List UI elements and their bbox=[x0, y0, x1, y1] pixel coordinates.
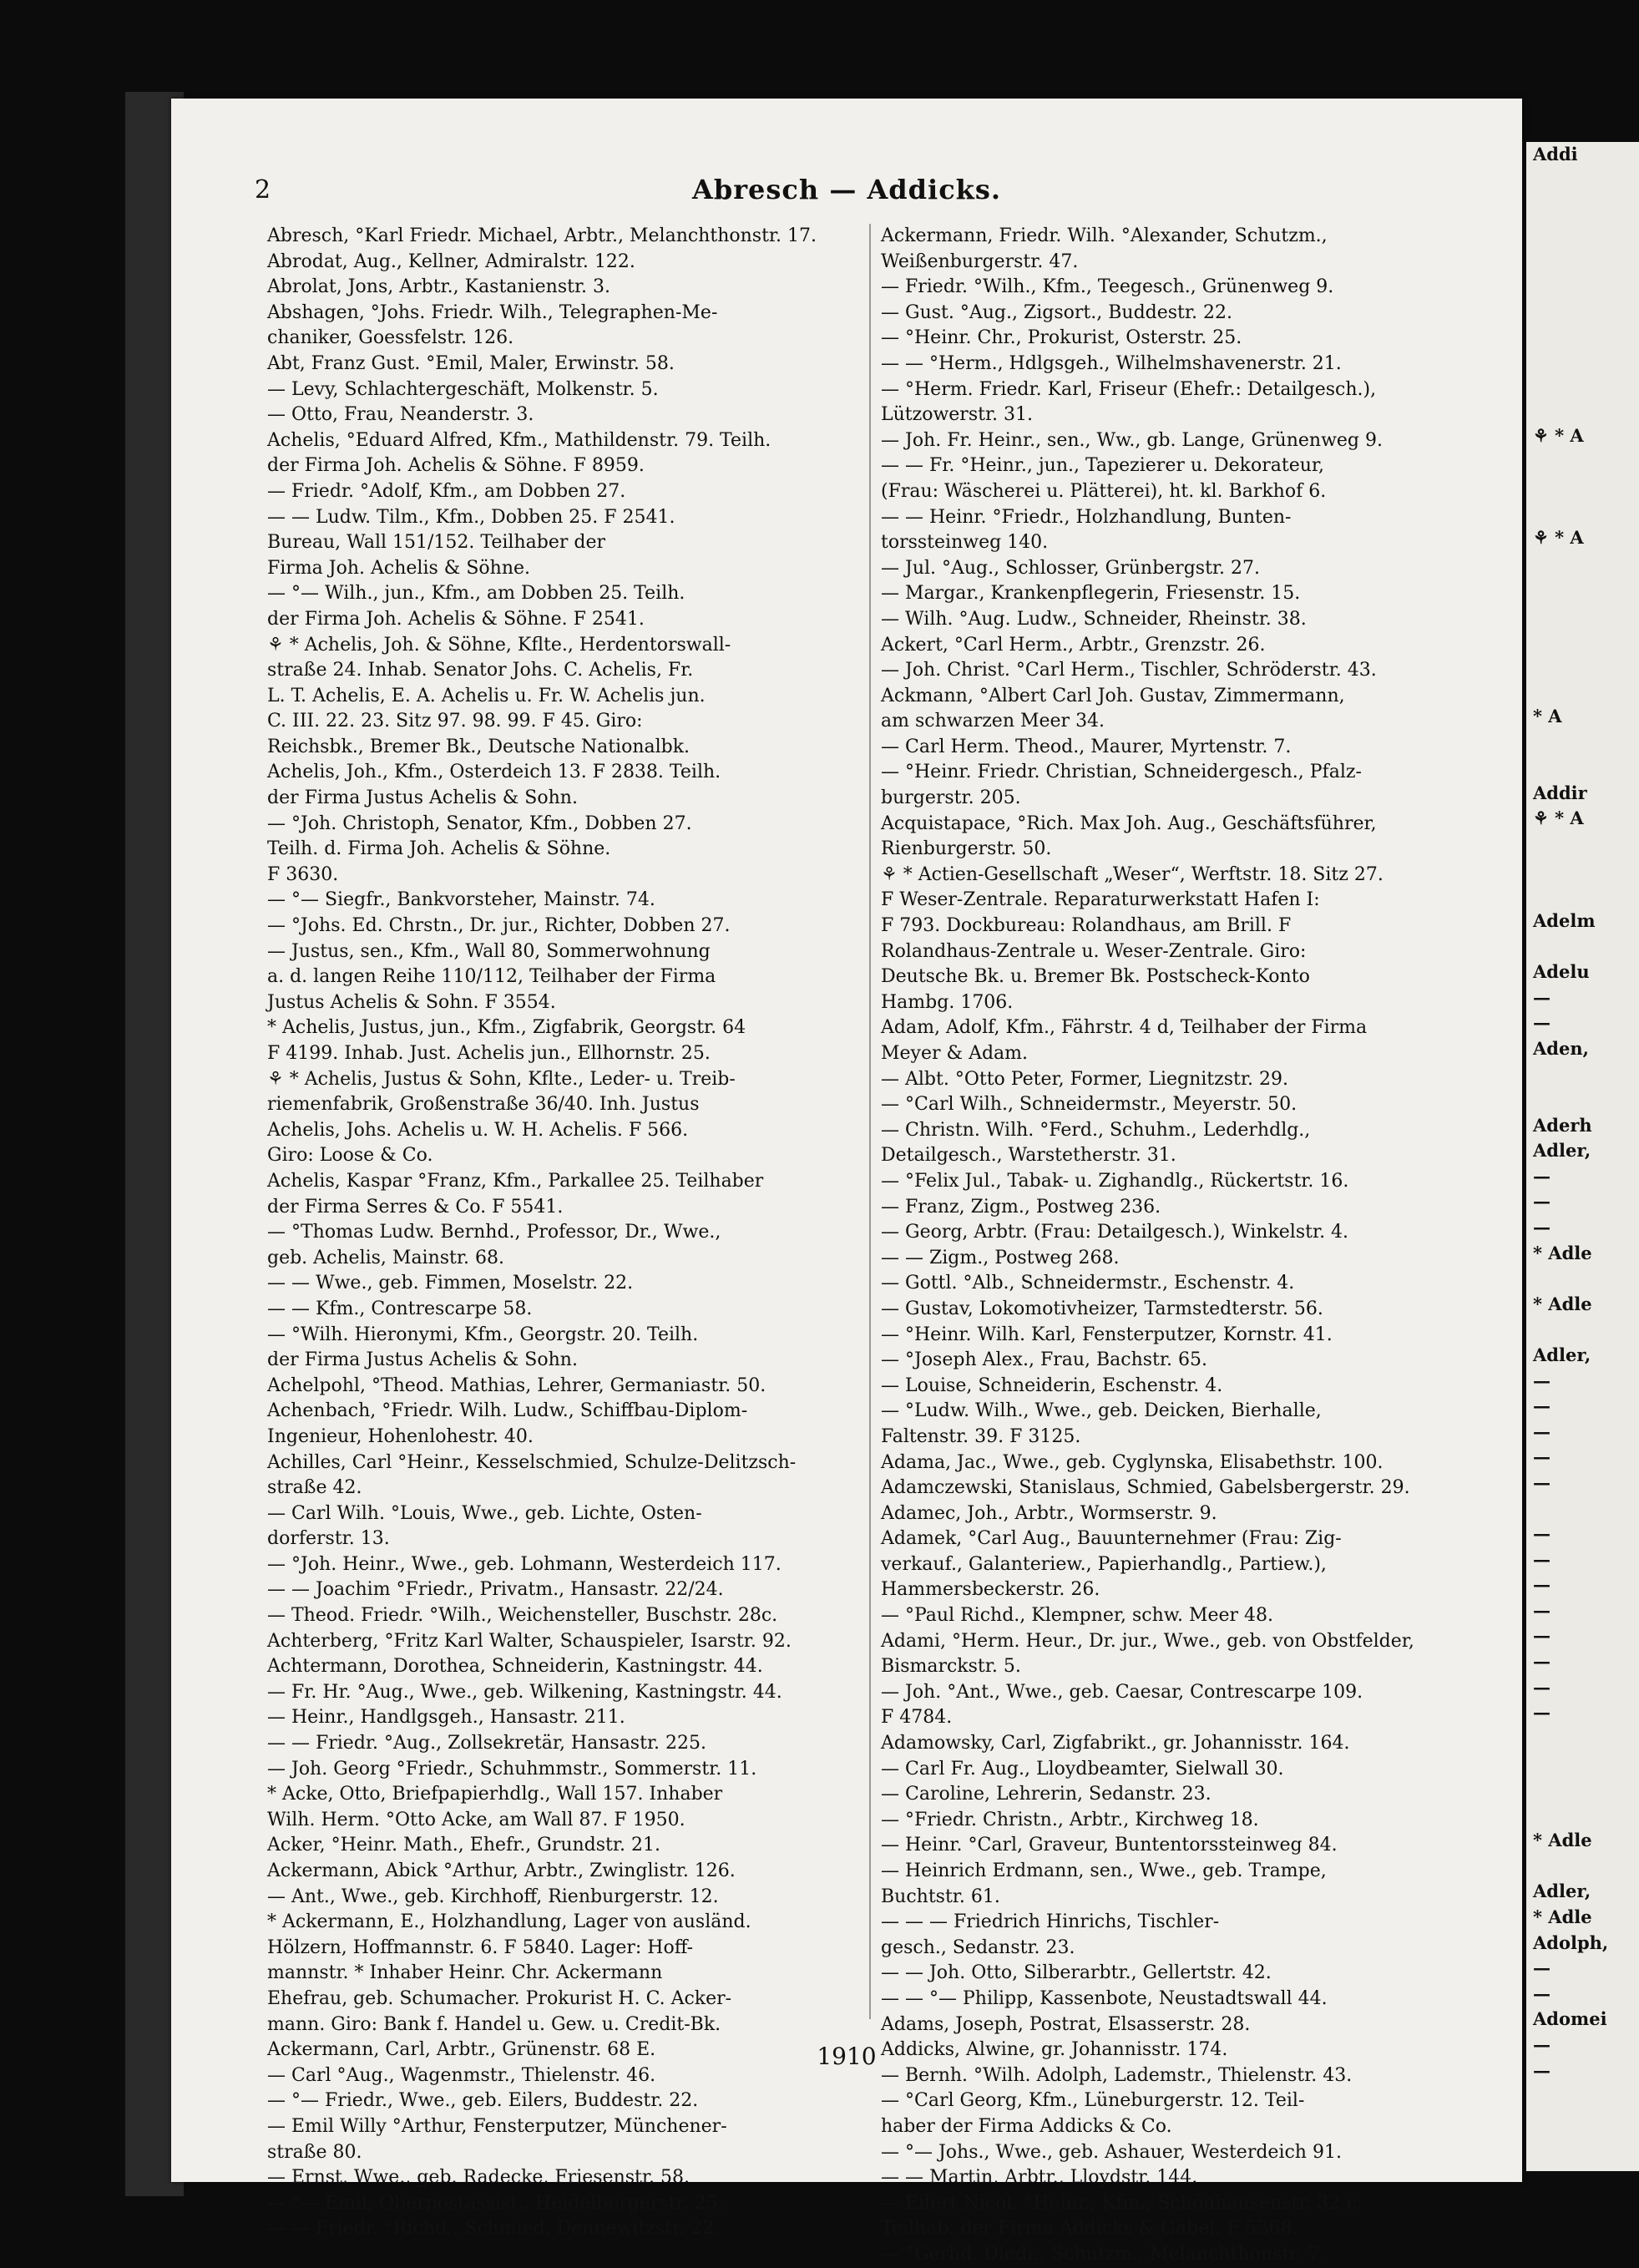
directory-line: — — Friedr. °Aug., Zollsekretär, Hansastr. 225. bbox=[267, 1733, 707, 1754]
adjacent-page-line: Adomei bbox=[1533, 2008, 1607, 2030]
directory-line: ⚘ * Achelis, Justus & Sohn, Kflte., Leder- u. Treib- bbox=[267, 1068, 736, 1090]
directory-line: — Heinrich Erdmann, sen., Wwe., geb. Trampe, bbox=[881, 1860, 1327, 1881]
directory-line: Achenbach, °Friedr. Wilh. Ludw., Schiffbau-Diplom- bbox=[267, 1400, 748, 1422]
directory-line: Addicks, Alwine, gr. Johannisstr. 174. bbox=[881, 2039, 1228, 2061]
directory-line: — °— Friedr., Wwe., geb. Eilers, Buddestr. 22. bbox=[267, 2090, 699, 2112]
directory-line: riemenfabrik, Großenstraße 36/40. Inh. Justus bbox=[267, 1094, 700, 1116]
directory-line: Ingenieur, Hohenlohestr. 40. bbox=[267, 1425, 534, 1447]
directory-line: — Franz, Zigm., Postweg 236. bbox=[881, 1196, 1161, 1218]
directory-line: der Firma Joh. Achelis & Söhne. F 2541. bbox=[267, 608, 645, 630]
directory-line: — °Heinr. Friedr. Christian, Schneidergesch., Pfalz- bbox=[881, 762, 1362, 783]
directory-line: — — Joh. Otto, Silberarbtr., Gellertstr. 42. bbox=[881, 1962, 1272, 1984]
adjacent-page-line: Aderh bbox=[1533, 1114, 1592, 1136]
directory-line: — Carl Fr. Aug., Lloydbeamter, Sielwall 30. bbox=[881, 1758, 1284, 1779]
directory-line: Teilhab. der Firma Addicks & Gäbel. F 5368. bbox=[881, 2218, 1298, 2240]
directory-line: — °Ludw. Wilh., Wwe., geb. Deicken, Bierhalle, bbox=[881, 1400, 1322, 1422]
directory-line: — — Wwe., geb. Fimmen, Moselstr. 22. bbox=[267, 1273, 634, 1294]
directory-line: L. T. Achelis, E. A. Achelis u. Fr. W. Achelis jun. bbox=[267, 685, 706, 706]
directory-line: — Theod. Friedr. °Wilh., Weichensteller, Buschstr. 28c. bbox=[267, 1605, 778, 1627]
directory-line: Ackermann, Friedr. Wilh. °Alexander, Schutzm., bbox=[881, 225, 1328, 246]
adjacent-page-line bbox=[1526, 448, 1639, 474]
directory-line: Justus Achelis & Sohn. F 3554. bbox=[267, 991, 556, 1013]
directory-line: — Joh. °Ant., Wwe., geb. Caesar, Contrescarpe 109. bbox=[881, 1681, 1363, 1703]
directory-line: Rolandhaus-Zentrale u. Weser-Zentrale. Giro: bbox=[881, 940, 1307, 962]
directory-line: Achtermann, Dorothea, Schneiderin, Kastningstr. 44. bbox=[267, 1656, 763, 1678]
directory-line: — °Friedr. Christn., Arbtr., Kirchweg 18. bbox=[881, 1809, 1259, 1830]
directory-line: — Gottl. °Alb., Schneidermstr., Eschenstr. 4. bbox=[881, 1273, 1295, 1294]
directory-line: — °Gerhd. Diedr., Schutzm., Melanchthonstr. 7. bbox=[881, 2243, 1326, 2265]
adjacent-page-line bbox=[1526, 602, 1639, 628]
directory-line: verkauf., Galanteriew., Papierhandlg., Partiew.), bbox=[881, 1553, 1327, 1575]
directory-line: * Ackermann, E., Holzhandlung, Lager von ausländ. bbox=[267, 1911, 751, 1933]
directory-line: straße 80. bbox=[267, 2141, 362, 2163]
directory-line: — — Kfm., Contrescarpe 58. bbox=[267, 1298, 533, 1319]
directory-line: Deutsche Bk. u. Bremer Bk. Postscheck-Konto bbox=[881, 966, 1310, 988]
directory-line: F 3630. bbox=[267, 863, 339, 885]
directory-line: — Levy, Schlachtergeschäft, Molkenstr. 5. bbox=[267, 378, 659, 400]
adjacent-page-line bbox=[1526, 551, 1639, 577]
adjacent-page-line: — bbox=[1533, 1369, 1550, 1391]
directory-line: — Christn. Wilh. °Ferd., Schuhm., Lederhdlg., bbox=[881, 1119, 1311, 1141]
adjacent-page-line bbox=[1526, 1087, 1639, 1113]
page-number: 2 bbox=[255, 175, 271, 205]
directory-line: Hammersbeckerstr. 26. bbox=[881, 1579, 1100, 1601]
directory-line: — °Joh. Heinr., Wwe., geb. Lohmann, Westerdeich 117. bbox=[267, 1553, 782, 1575]
directory-line: C. III. 22. 23. Sitz 97. 98. 99. F 45. Giro: bbox=[267, 711, 643, 732]
directory-line: — °— Johs., Wwe., geb. Ashauer, Westerdeich 91. bbox=[881, 2141, 1342, 2163]
directory-line: Abrodat, Aug., Kellner, Admiralstr. 122. bbox=[267, 251, 635, 272]
directory-line: — Jul. °Aug., Schlosser, Grünbergstr. 27. bbox=[881, 557, 1260, 579]
directory-line: Acker, °Heinr. Math., Ehefr., Grundstr. 21. bbox=[267, 1835, 660, 1856]
directory-line: Weißenburgerstr. 47. bbox=[881, 251, 1079, 272]
adjacent-page-line bbox=[1526, 1726, 1639, 1752]
directory-line: der Firma Justus Achelis & Sohn. bbox=[267, 787, 578, 809]
directory-line: — Caroline, Lehrerin, Sedanstr. 23. bbox=[881, 1784, 1212, 1805]
adjacent-page-line: — bbox=[1533, 2033, 1550, 2055]
adjacent-page-line: — bbox=[1533, 1676, 1550, 1698]
adjacent-page-line bbox=[1526, 934, 1639, 959]
adjacent-page-line: — bbox=[1533, 1471, 1550, 1493]
directory-line: — Emil Willy °Arthur, Fensterputzer, Münchener- bbox=[267, 2115, 727, 2137]
directory-line: Adam, Adolf, Kfm., Fährstr. 4 d, Teilhaber der Firma bbox=[881, 1017, 1368, 1039]
directory-line: — Otto, Frau, Neanderstr. 3. bbox=[267, 404, 534, 426]
directory-line: Reichsbk., Bremer Bk., Deutsche Nationalbk. bbox=[267, 736, 691, 757]
directory-line: — Bernh. °Wilh. Adolph, Lademstr., Thielenstr. 43. bbox=[881, 2064, 1353, 2086]
directory-line: burgerstr. 205. bbox=[881, 787, 1021, 809]
directory-line: Wilh. Herm. °Otto Acke, am Wall 87. F 1950. bbox=[267, 1809, 685, 1830]
directory-line: straße 24. Inhab. Senator Johs. C. Achelis, Fr. bbox=[267, 660, 694, 681]
directory-line: dorferstr. 13. bbox=[267, 1528, 390, 1550]
left-column bbox=[267, 224, 868, 2242]
directory-line: — — °Herm., Hdlgsgeh., Wilhelmshavenerstr. 21. bbox=[881, 352, 1342, 374]
directory-line: torssteinweg 140. bbox=[881, 532, 1049, 554]
directory-line: — — °— Philipp, Kassenbote, Neustadtswall 44. bbox=[881, 1987, 1328, 2009]
adjacent-page-line: ⚘ * A bbox=[1533, 526, 1584, 548]
directory-line: — °Carl Wilh., Schneidermstr., Meyerstr. 50. bbox=[881, 1094, 1298, 1116]
directory-line: — — Joachim °Friedr., Privatm., Hansastr. 22/24. bbox=[267, 1579, 724, 1601]
directory-line: Ackermann, Abick °Arthur, Arbtr., Zwinglistr. 126. bbox=[267, 1860, 736, 1881]
directory-line: Hambg. 1706. bbox=[881, 991, 1014, 1013]
directory-line: (Frau: Wäscherei u. Plätterei), ht. kl. Barkhof 6. bbox=[881, 480, 1327, 502]
directory-line: — Friedr. °Adolf, Kfm., am Dobben 27. bbox=[267, 480, 626, 502]
directory-line: — °Heinr. Chr., Prokurist, Osterstr. 25. bbox=[881, 327, 1242, 349]
adjacent-page-line: — bbox=[1533, 1651, 1550, 1673]
adjacent-page-line: — bbox=[1533, 1446, 1550, 1468]
directory-line: Achelis, Kaspar °Franz, Kfm., Parkallee 25. Teilhaber bbox=[267, 1170, 764, 1192]
directory-line: — — — Friedrich Hinrichs, Tischler- bbox=[881, 1911, 1220, 1933]
directory-line: — °Joh. Christoph, Senator, Kfm., Dobben 27. bbox=[267, 813, 692, 834]
directory-line: — °Carl Georg, Kfm., Lüneburgerstr. 12. Teil- bbox=[881, 2090, 1305, 2112]
adjacent-page-line bbox=[1526, 347, 1639, 372]
directory-line: — °Wilh. Hieronymi, Kfm., Georgstr. 20. Teilh. bbox=[267, 1324, 699, 1345]
adjacent-page-line bbox=[1526, 474, 1639, 500]
directory-line: F 4199. Inhab. Just. Achelis jun., Ellhornstr. 25. bbox=[267, 1043, 711, 1064]
directory-line: — Joh. Georg °Friedr., Schuhmmstr., Sommerstr. 11. bbox=[267, 1758, 757, 1779]
running-head: Abresch — Addicks. bbox=[691, 174, 1001, 205]
adjacent-page-line bbox=[1526, 1061, 1639, 1087]
directory-line: — Carl Wilh. °Louis, Wwe., geb. Lichte, Osten- bbox=[267, 1502, 702, 1524]
directory-line: Achelpohl, °Theod. Mathias, Lehrer, Germaniastr. 50. bbox=[267, 1374, 766, 1396]
adjacent-page-line: — bbox=[1533, 1216, 1550, 1238]
directory-line: chaniker, Goessfelstr. 126. bbox=[267, 327, 514, 349]
adjacent-page-line: * Adle bbox=[1533, 1906, 1592, 1927]
directory-line: — Ant., Wwe., geb. Kirchhoff, Rienburgerstr. 12. bbox=[267, 1886, 719, 1907]
directory-line: ⚘ * Actien-Gesellschaft „Weser“, Werftstr. 18. Sitz 27. bbox=[881, 863, 1384, 885]
directory-line: Teilh. d. Firma Joh. Achelis & Söhne. bbox=[267, 838, 611, 860]
directory-line: — °Paul Richd., Klempner, schw. Meer 48. bbox=[881, 1605, 1274, 1627]
directory-line: Adamek, °Carl Aug., Bauunternehmer (Frau: Zig- bbox=[881, 1528, 1342, 1550]
adjacent-page-line bbox=[1526, 1777, 1639, 1803]
directory-line: — Carl °Aug., Wagenmstr., Thielenstr. 46. bbox=[267, 2064, 656, 2086]
directory-line: der Firma Serres & Co. F 5541. bbox=[267, 1196, 564, 1218]
adjacent-page-line: Adler, bbox=[1533, 1140, 1591, 1162]
directory-line: Abresch, °Karl Friedr. Michael, Arbtr., Melanchthonstr. 17. bbox=[267, 225, 817, 246]
directory-line: geb. Achelis, Mainstr. 68. bbox=[267, 1247, 504, 1268]
directory-line: am schwarzen Meer 34. bbox=[881, 711, 1105, 732]
adjacent-page-line: Adelu bbox=[1533, 961, 1590, 982]
directory-line: Achelis, °Eduard Alfred, Kfm., Mathildenstr. 79. Teilh. bbox=[267, 429, 771, 451]
adjacent-page-line: — bbox=[1533, 1625, 1550, 1647]
adjacent-page-line: Adler, bbox=[1533, 1344, 1591, 1365]
directory-line: Meyer & Adam. bbox=[881, 1043, 1029, 1064]
directory-line: — — Fr. °Heinr., jun., Tapezierer u. Dekorateur, bbox=[881, 455, 1324, 477]
adjacent-page-line bbox=[1526, 168, 1639, 194]
directory-line: Adamczewski, Stanislaus, Schmied, Gabelsbergerstr. 29. bbox=[881, 1477, 1410, 1499]
directory-line: — Carl Herm. Theod., Maurer, Myrtenstr. 7. bbox=[881, 736, 1292, 757]
directory-line: — Gust. °Aug., Zigsort., Buddestr. 22. bbox=[881, 301, 1232, 323]
directory-line: — — Ludw. Tilm., Kfm., Dobben 25. F 2541. bbox=[267, 506, 675, 528]
directory-line: — °Johs. Ed. Chrstn., Dr. jur., Richter, Dobben 27. bbox=[267, 915, 731, 937]
directory-line: Ackermann, Carl, Arbtr., Grünenstr. 68 E. bbox=[267, 2039, 656, 2061]
adjacent-page-line bbox=[1526, 755, 1639, 781]
adjacent-page-line bbox=[1526, 244, 1639, 270]
column-divider bbox=[869, 224, 871, 2019]
adjacent-page-line bbox=[1526, 397, 1639, 423]
directory-line: * Acke, Otto, Briefpapierhdlg., Wall 157. Inhaber bbox=[267, 1784, 723, 1805]
directory-line: Adami, °Herm. Heur., Dr. jur., Wwe., geb. von Obstfelder, bbox=[881, 1630, 1414, 1652]
adjacent-page-line bbox=[1526, 832, 1639, 858]
directory-line: — Georg, Arbtr. (Frau: Detailgesch.), Winkelstr. 4. bbox=[881, 1222, 1349, 1243]
adjacent-page-line bbox=[1526, 372, 1639, 397]
adjacent-page-line bbox=[1526, 296, 1639, 321]
directory-line: haber der Firma Addicks & Co. bbox=[881, 2115, 1172, 2137]
adjacent-page-line bbox=[1526, 858, 1639, 883]
directory-line: Achelis, Johs. Achelis u. W. H. Achelis. F 566. bbox=[267, 1119, 689, 1141]
directory-line: Detailgesch., Warstetherstr. 31. bbox=[881, 1145, 1176, 1167]
adjacent-page-line: — bbox=[1533, 1982, 1550, 2004]
adjacent-page-line: — bbox=[1533, 1523, 1550, 1545]
adjacent-page-line bbox=[1526, 321, 1639, 347]
adjacent-page-line: — bbox=[1533, 1599, 1550, 1621]
directory-line: Ackmann, °Albert Carl Joh. Gustav, Zimmermann, bbox=[881, 685, 1345, 706]
directory-page bbox=[171, 99, 1522, 2265]
directory-line: — Margar., Krankenpflegerin, Friesenstr. 15. bbox=[881, 583, 1301, 605]
adjacent-page-line bbox=[1526, 1803, 1639, 1829]
directory-line: — — Zigm., Postweg 268. bbox=[881, 1247, 1120, 1268]
directory-line: * Achelis, Justus, jun., Kfm., Zigfabrik, Georgstr. 64 bbox=[267, 1017, 746, 1039]
directory-line: Adama, Jac., Wwe., geb. Cyglynska, Elisabethstr. 100. bbox=[881, 1451, 1384, 1473]
directory-line: — °Felix Jul., Tabak- u. Zighandlg., Rückertstr. 16. bbox=[881, 1170, 1349, 1192]
adjacent-page-line bbox=[1526, 193, 1639, 219]
directory-line: Bureau, Wall 151/152. Teilhaber der bbox=[267, 532, 605, 554]
directory-line: Adamowsky, Carl, Zigfabrikt., gr. Johannisstr. 164. bbox=[881, 1733, 1350, 1754]
adjacent-page-line: Aden, bbox=[1533, 1037, 1589, 1059]
directory-line: Firma Joh. Achelis & Söhne. bbox=[267, 557, 531, 579]
directory-line: — °Joseph Alex., Frau, Bachstr. 65. bbox=[881, 1349, 1207, 1371]
directory-line: Rienburgerstr. 50. bbox=[881, 838, 1052, 860]
adjacent-page-line bbox=[1526, 1266, 1639, 1292]
directory-line: Ehefrau, geb. Schumacher. Prokurist H. C. Acker- bbox=[267, 1987, 732, 2009]
adjacent-page-line bbox=[1526, 653, 1639, 679]
directory-line: a. d. langen Reihe 110/112, Teilhaber der Firma bbox=[267, 966, 716, 988]
adjacent-page-line bbox=[1526, 883, 1639, 909]
directory-line: — Justus, sen., Kfm., Wall 80, Sommerwohnung bbox=[267, 940, 711, 962]
directory-line: — Albt. °Otto Peter, Former, Liegnitzstr. 29. bbox=[881, 1068, 1288, 1090]
adjacent-page-line bbox=[1526, 678, 1639, 704]
adjacent-page-line: — bbox=[1533, 1012, 1550, 1034]
directory-line: Bismarckstr. 5. bbox=[881, 1656, 1021, 1678]
adjacent-page-line bbox=[1526, 219, 1639, 245]
directory-line: — °Herm. Friedr. Karl, Friseur (Ehefr.: Detailgesch.), bbox=[881, 378, 1377, 400]
adjacent-page-line: Adelm bbox=[1533, 909, 1596, 931]
directory-line: — Heinr., Handlgsgeh., Hansastr. 211. bbox=[267, 1707, 625, 1729]
directory-line: — — Heinr. °Friedr., Holzhandlung, Bunten- bbox=[881, 506, 1292, 528]
adjacent-page-line: * Adle bbox=[1533, 1830, 1592, 1851]
adjacent-page-line: — bbox=[1533, 1420, 1550, 1442]
adjacent-page-line: Addir bbox=[1533, 782, 1587, 803]
adjacent-page-line bbox=[1526, 627, 1639, 653]
directory-line: Buchtstr. 61. bbox=[881, 1886, 1000, 1907]
directory-line: der Firma Joh. Achelis & Söhne. F 8959. bbox=[267, 455, 645, 477]
adjacent-page-line: — bbox=[1533, 1702, 1550, 1724]
directory-line: straße 42. bbox=[267, 1477, 362, 1499]
directory-line: Giro: Loose & Co. bbox=[267, 1145, 433, 1167]
adjacent-page-line bbox=[1526, 1854, 1639, 1880]
directory-line: — Heinr. °Carl, Graveur, Buntentorssteinweg 84. bbox=[881, 1835, 1338, 1856]
adjacent-page-line: — bbox=[1533, 1548, 1550, 1570]
directory-line: der Firma Justus Achelis & Sohn. bbox=[267, 1349, 578, 1371]
directory-line: — °— Siegfr., Bankvorsteher, Mainstr. 74. bbox=[267, 889, 655, 911]
directory-line: — Wilh. °Aug. Ludw., Schneider, Rheinstr. 38. bbox=[881, 608, 1307, 630]
directory-line: — — Friedr. °Richd., Schmied, Dennewitzstr. 22. bbox=[267, 2218, 721, 2240]
directory-line: Achilles, Carl °Heinr., Kesselschmied, Schulze-Delitzsch- bbox=[267, 1451, 797, 1473]
directory-line: Faltenstr. 39. F 3125. bbox=[881, 1425, 1081, 1447]
adjacent-page-line bbox=[1526, 1751, 1639, 1777]
adjacent-page-line: Adler, bbox=[1533, 1881, 1591, 1902]
adjacent-page-line bbox=[1526, 730, 1639, 756]
right-column bbox=[881, 224, 1482, 2268]
directory-line: — — Martin, Arbtr., Lloydstr. 144. bbox=[881, 2167, 1198, 2189]
adjacent-page-line bbox=[1526, 270, 1639, 296]
directory-line: gesch., Sedanstr. 23. bbox=[881, 1936, 1075, 1958]
directory-line: Adams, Joseph, Postrat, Elsasserstr. 28. bbox=[881, 2013, 1251, 2035]
directory-line: Abt, Franz Gust. °Emil, Maler, Erwinstr. 58. bbox=[267, 352, 675, 374]
directory-line: — °Thomas Ludw. Bernhd., Professor, Dr., Wwe., bbox=[267, 1222, 721, 1243]
adjacent-page-line: — bbox=[1533, 1957, 1550, 1979]
directory-line: Lützowerstr. 31. bbox=[881, 404, 1034, 426]
adjacent-page-line bbox=[1526, 499, 1639, 525]
directory-line: — Joh. Christ. °Carl Herm., Tischler, Schröderstr. 43. bbox=[881, 660, 1377, 681]
directory-line: Abshagen, °Johs. Friedr. Wilh., Telegraphen-Me- bbox=[267, 301, 718, 323]
adjacent-page-line: * A bbox=[1533, 706, 1562, 727]
directory-line: Acquistapace, °Rich. Max Joh. Aug., Geschäftsführer, bbox=[881, 813, 1377, 834]
directory-line: Achterberg, °Fritz Karl Walter, Schauspieler, Isarstr. 92. bbox=[267, 1630, 792, 1652]
directory-line: — Gustav, Lokomotivheizer, Tarmstedterstr. 56. bbox=[881, 1298, 1323, 1319]
adjacent-page-line bbox=[1526, 576, 1639, 602]
directory-line: Hölzern, Hoffmannstr. 6. F 5840. Lager: Hoff- bbox=[267, 1936, 694, 1958]
footer-number: 1910 bbox=[817, 2043, 877, 2070]
adjacent-page-line: — bbox=[1533, 1395, 1550, 1417]
directory-line: — Ernst, Wwe., geb. Radecke, Friesenstr. 58. bbox=[267, 2167, 690, 2189]
directory-line: — Joh. Fr. Heinr., sen., Ww., gb. Lange, Grünenweg 9. bbox=[881, 429, 1383, 451]
directory-line: — Fr. Hr. °Aug., Wwe., geb. Wilkening, Kastningstr. 44. bbox=[267, 1681, 782, 1703]
adjacent-page-line: — bbox=[1533, 986, 1550, 1008]
directory-line: F Weser-Zentrale. Reparaturwerkstatt Hafen I: bbox=[881, 889, 1320, 911]
directory-line: mannstr. * Inhaber Heinr. Chr. Ackermann bbox=[267, 1962, 663, 1984]
adjacent-page-line bbox=[1526, 1317, 1639, 1343]
adjacent-page-line: * Adle bbox=[1533, 1242, 1592, 1263]
directory-line: F 4784. bbox=[881, 1707, 953, 1729]
directory-line: — °Heinr. Wilh. Karl, Fensterputzer, Kornstr. 41. bbox=[881, 1324, 1333, 1345]
directory-line: Adamec, Joh., Arbtr., Wormserstr. 9. bbox=[881, 1502, 1217, 1524]
directory-line: Achelis, Joh., Kfm., Osterdeich 13. F 2838. Teilh. bbox=[267, 762, 721, 783]
adjacent-page-line: — bbox=[1533, 1165, 1550, 1187]
adjacent-page-line: Addi bbox=[1533, 144, 1578, 165]
directory-line: — Louise, Schneiderin, Eschenstr. 4. bbox=[881, 1374, 1223, 1396]
adjacent-page-line: — bbox=[1533, 1191, 1550, 1212]
adjacent-page-line: Adolph, bbox=[1533, 1931, 1609, 1953]
adjacent-page-line: * Adle bbox=[1533, 1293, 1592, 1314]
directory-line: Abrolat, Jons, Arbtr., Kastanienstr. 3. bbox=[267, 276, 611, 298]
directory-line: — Friedr. °Wilh., Kfm., Teegesch., Grünenweg 9. bbox=[881, 276, 1334, 298]
adjacent-page-line: ⚘ * A bbox=[1533, 424, 1584, 446]
adjacent-page-line bbox=[1526, 1496, 1639, 1521]
adjacent-page-line: — bbox=[1533, 2059, 1550, 2081]
directory-line: ⚘ * Achelis, Joh. & Söhne, Kflte., Herdentorswall- bbox=[267, 634, 731, 656]
directory-line: — Eilert Nicol. °Heinr., Kfm., Schönhausenstr. 32 c. bbox=[881, 2192, 1363, 2214]
directory-line: — °— Emil, Oberpostassist., Heidelbergerstr. 25. bbox=[267, 2192, 724, 2214]
directory-line: F 793. Dockbureau: Rolandhaus, am Brill. F bbox=[881, 915, 1292, 937]
adjacent-page-line: — bbox=[1533, 1574, 1550, 1596]
directory-line: — °— Wilh., jun., Kfm., am Dobben 25. Teilh. bbox=[267, 583, 685, 605]
directory-line: Ackert, °Carl Herm., Arbtr., Grenzstr. 26. bbox=[881, 634, 1266, 656]
adjacent-page-line: ⚘ * A bbox=[1533, 807, 1584, 829]
directory-line: mann. Giro: Bank f. Handel u. Gew. u. Credit-Bk. bbox=[267, 2013, 721, 2035]
adjacent-page-fragment bbox=[1526, 142, 1639, 2171]
